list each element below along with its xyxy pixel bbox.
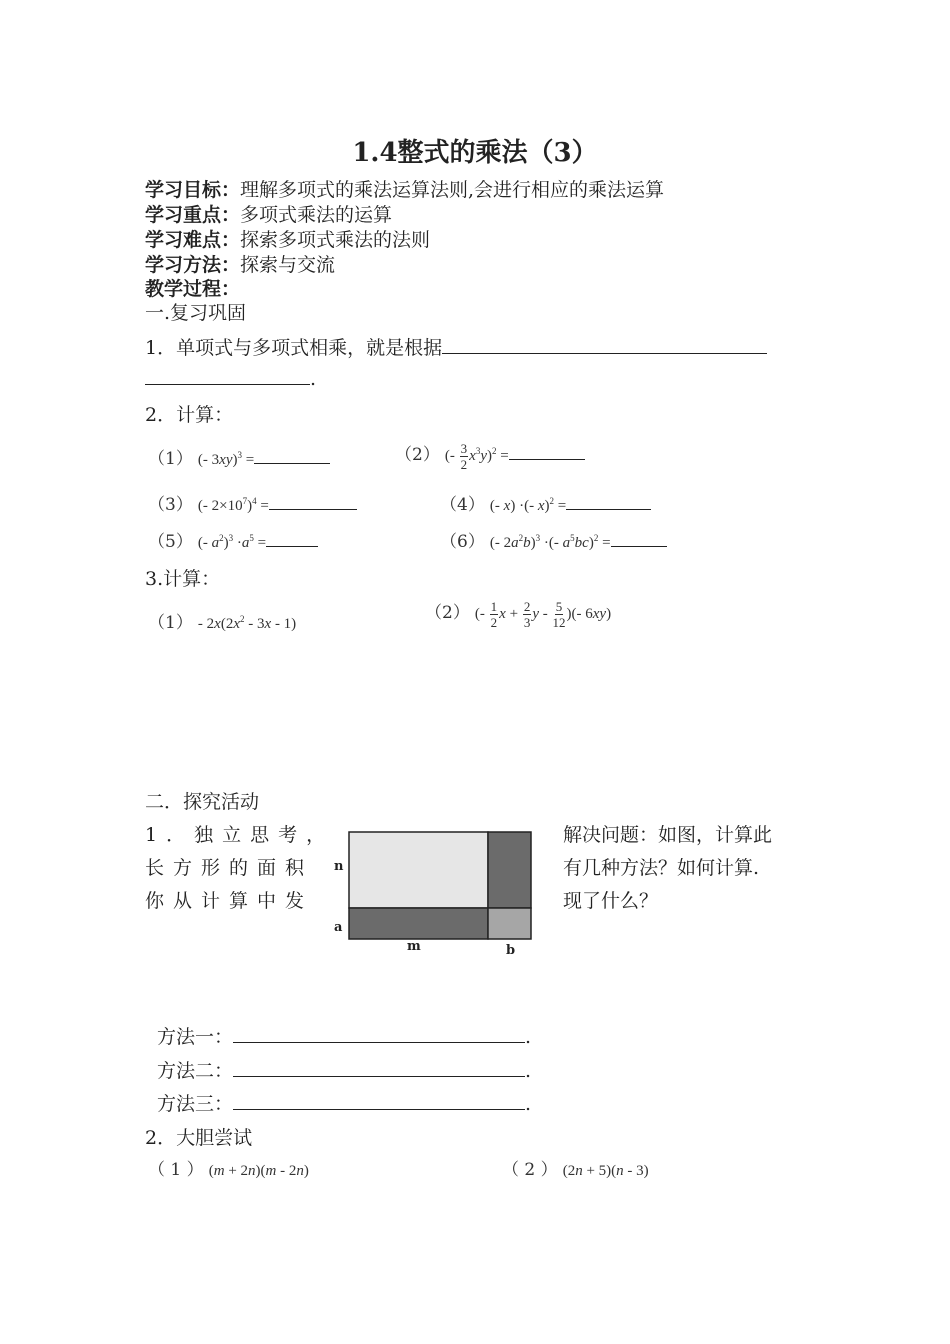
answer-blank[interactable]	[509, 445, 585, 460]
item-label: （5）	[148, 532, 193, 552]
item-label: （1）	[148, 449, 193, 469]
q2-item-6	[440, 527, 667, 552]
label-b: b	[506, 943, 516, 958]
method-end: .	[525, 1060, 532, 1082]
q2-item-4	[440, 490, 651, 515]
left-text-1	[145, 820, 334, 847]
expression: (- $2\times 10^7)^4$ =	[197, 496, 269, 514]
region-bn	[488, 832, 531, 908]
method-label: 方法一：	[157, 1026, 234, 1048]
expression: (- 3xy)$^3$ =	[197, 450, 255, 468]
method-end: .	[525, 1093, 532, 1115]
item-label: （3）	[148, 495, 193, 515]
answer-blank[interactable]	[566, 495, 651, 510]
method-label: 方法二：	[157, 1060, 234, 1082]
method-blank[interactable]	[233, 1058, 525, 1077]
answer-blank[interactable]	[611, 532, 667, 547]
q1-blank-1[interactable]	[442, 335, 767, 354]
method-blank[interactable]	[233, 1024, 525, 1043]
item-label: （1）	[148, 613, 193, 633]
answer-blank[interactable]	[266, 532, 318, 547]
expression: (m + 2n)(m - 2n)	[208, 1163, 309, 1179]
page-title: 1.4整式的乘法（3）	[352, 138, 598, 168]
item-label: （4）	[440, 495, 485, 515]
method-end: .	[525, 1026, 532, 1048]
expression: (- $\frac{3}{2}$ $x^3y)^2$ =	[444, 441, 509, 473]
region-ma	[349, 908, 488, 939]
method-2	[157, 1056, 531, 1083]
right-text-3: 现了什么？	[563, 890, 659, 912]
meta-label: 学习方法：	[145, 254, 241, 276]
method-1	[157, 1022, 531, 1049]
q2-item-1	[148, 444, 330, 469]
meta-text: 理解多项式的乘法运算法则,会进行相应的乘法运算	[240, 179, 665, 201]
left-text-2	[145, 853, 313, 880]
label-m: m	[407, 939, 421, 954]
right-text-2: 有几种方法？如何计算.	[563, 857, 760, 879]
expression: (- x) ·(- x)$^2$ =	[489, 496, 567, 514]
expression: (- $2a^2b)^3$ ·(- $a^5bc)^2$ =	[489, 533, 611, 551]
meta-label: 学习重点：	[145, 204, 241, 226]
q2-item-5	[148, 527, 318, 552]
right-text-1: 解决问题：如图，计算此	[563, 824, 773, 846]
q2-heading: 2．计算：	[145, 404, 234, 426]
text: 长方形的面积	[145, 857, 314, 879]
q3-heading: 3.计算：	[145, 568, 221, 590]
label-n: n	[334, 859, 344, 874]
expression: (2n + 5)(n - 3)	[562, 1163, 649, 1179]
meta-difficulty	[145, 225, 430, 252]
meta-goal	[145, 175, 664, 202]
region-ab	[488, 908, 531, 939]
q2-item-3	[148, 490, 357, 515]
section1-heading: 一.复习巩固	[145, 302, 247, 324]
answer-blank[interactable]	[254, 449, 330, 464]
item-label: （ 1 ）	[148, 1160, 204, 1180]
item-label: （2）	[395, 445, 440, 465]
answer-blank[interactable]	[269, 495, 357, 510]
item-label: （6）	[440, 532, 485, 552]
region-mn	[349, 832, 488, 908]
expression: (- $a^2)^3 \cdot a^5$ =	[197, 533, 267, 551]
q1-blank-2[interactable]	[145, 366, 310, 385]
method-label: 方法三：	[157, 1093, 234, 1115]
meta-text: 探索与交流	[240, 254, 336, 276]
meta-method	[145, 250, 335, 277]
meta-text: 多项式乘法的运算	[240, 204, 393, 226]
section2-heading: 二．探究活动	[145, 791, 260, 813]
q1-end: .	[310, 368, 317, 390]
left-text-3	[145, 886, 313, 913]
q1-text: 1．单项式与多项式相乘，就是根据	[145, 337, 443, 359]
meta-text: 探索多项式乘法的法则	[240, 229, 431, 251]
q1-line-2	[145, 366, 316, 390]
expression: - $2x(2x^2 - 3x - 1)$	[197, 614, 297, 632]
item-label: （2）	[425, 603, 470, 623]
label-a: a	[334, 920, 343, 935]
meta-focus	[145, 200, 392, 227]
method-blank[interactable]	[233, 1091, 525, 1110]
q1-line	[145, 333, 767, 360]
try-item-2	[502, 1155, 649, 1180]
meta-process	[145, 274, 240, 301]
meta-label: 学习目标：	[145, 179, 241, 201]
expression: (- $\frac{1}{2}$ x + $\frac{2}{3}$ y - $\frac{5}{12}$ )(- 6xy)	[474, 599, 612, 631]
try-item-1	[148, 1155, 309, 1180]
section2-q2-heading: 2．大胆尝试	[145, 1127, 253, 1149]
text: 1．独立思考，	[145, 824, 335, 846]
q3-item-2	[425, 598, 611, 629]
q3-item-1	[148, 608, 296, 633]
meta-label: 教学过程：	[145, 278, 241, 300]
method-3	[157, 1089, 531, 1116]
rectangle-figure	[330, 828, 540, 963]
meta-label: 学习难点：	[145, 229, 241, 251]
text: 你从计算中发	[145, 890, 314, 912]
item-label: （ 2 ）	[502, 1160, 558, 1180]
q2-item-2	[395, 440, 585, 471]
